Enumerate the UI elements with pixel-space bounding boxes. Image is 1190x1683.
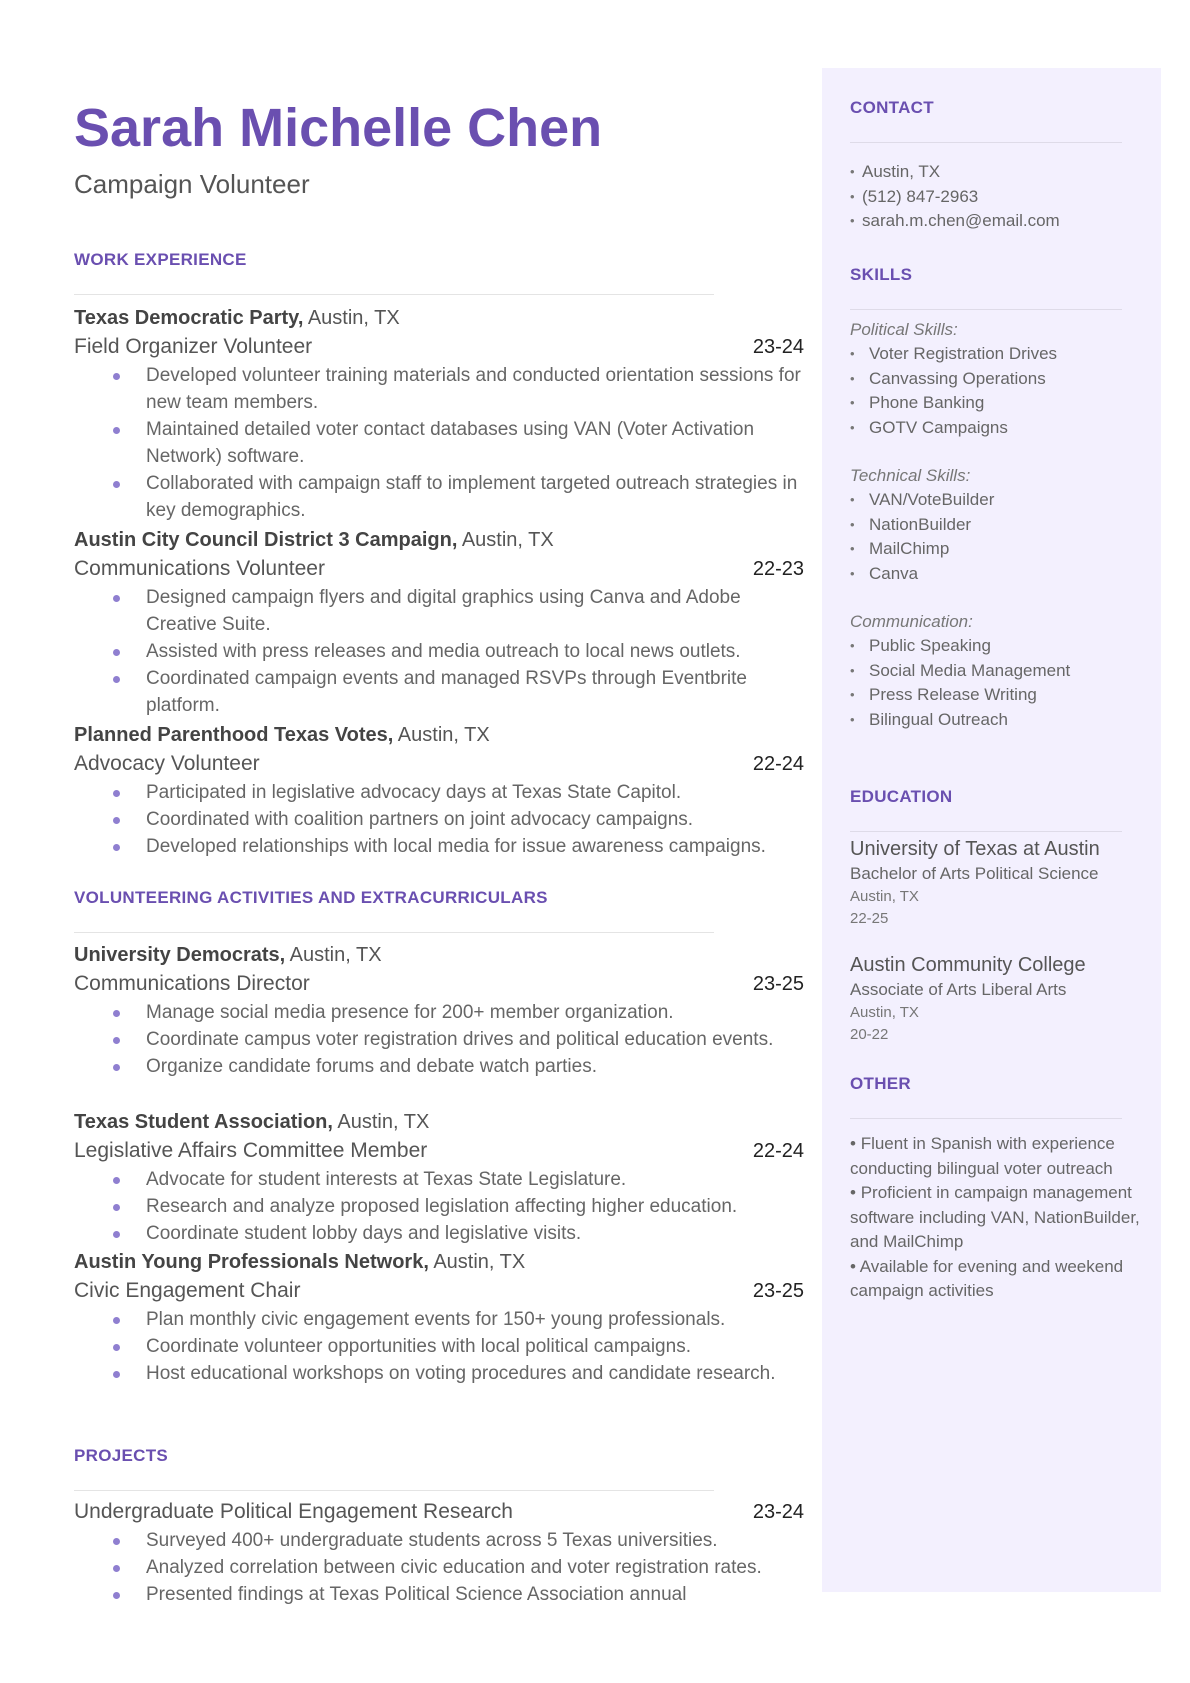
list-item: Manage social media presence for 200+ member organization. [74,999,804,1026]
section-divider [74,1490,714,1491]
entry-location: Austin, TX [433,1251,526,1273]
list-item: Designed campaign flyers and digital graphics using Canva and Adobe Creative Suite. [74,584,804,638]
entry-role-line [74,749,804,779]
section-divider [74,294,714,295]
section-divider [850,1118,1122,1119]
work-entry-3 [74,721,804,860]
entry-org: Texas Democratic Party, [74,307,304,329]
entry-org: Austin Young Professionals Network, [74,1251,429,1273]
edu-degree: Bachelor of Arts Political Science [850,864,1099,883]
list-item: Developed volunteer training materials and conducted orientation sessions for new team members. [74,362,804,416]
job-title: Campaign Volunteer [74,169,310,199]
entry-org-line [74,941,804,969]
entry-role-line [74,1136,804,1166]
entry-dates: 22-23 [752,558,804,580]
list-item: • Public Speaking [850,634,1150,659]
skill-group-label: Technical Skills: [850,466,971,485]
list-item: • NationBuilder [850,513,1150,538]
list-item: Participated in legislative advocacy days at Texas State Capitol. [74,779,804,806]
education-entry-1 [850,836,1150,930]
contact-phone[interactable]: • (512) 847-2963 [850,185,1150,210]
edu-location: Austin, TX [850,1004,919,1021]
entry-role-line [74,332,804,362]
entry-dates: 23-24 [752,336,804,358]
list-item: Coordinate volunteer opportunities with local political campaigns. [74,1333,804,1360]
list-item: Analyzed correlation between civic education and voter registration rates. [74,1554,804,1581]
list-item: Collaborated with campaign staff to implement targeted outreach strategies in key demographics. [74,470,804,524]
list-item: Assisted with press releases and media outreach to local news outlets. [74,638,804,665]
list-item: • Social Media Management [850,659,1150,684]
entry-org-line [74,304,804,332]
list-item: • MailChimp [850,537,1150,562]
education-heading: EDUCATION [850,787,953,806]
list-item: • Bilingual Outreach [850,708,1150,733]
entry-dates: 22-24 [752,753,804,775]
entry-org: University Democrats, [74,944,286,966]
entry-role: Field Organizer Volunteer [74,335,313,358]
list-item: Developed relationships with local media for issue awareness campaigns. [74,833,804,860]
entry-bullets [74,999,804,1080]
list-item: Presented findings at Texas Political Science Association annual [74,1581,804,1608]
list-item: Coordinate student lobby days and legislative visits. [74,1220,804,1247]
entry-role-line [74,554,804,584]
education-entry-2 [850,952,1150,1046]
other-item: • Available for evening and weekend campaign activities [850,1256,1124,1300]
skill-group-label: Communication: [850,612,973,631]
entry-location: Austin, TX [289,944,382,966]
list-item: • GOTV Campaigns [850,416,1150,441]
entry-org: Austin City Council District 3 Campaign, [74,529,458,551]
entry-org-line [74,1248,804,1276]
edu-school: Austin Community College [850,954,1086,976]
entry-role-line [74,1276,804,1306]
entry-location: Austin, TX [461,529,554,551]
skill-group-label: Political Skills: [850,320,958,339]
entry-bullets [74,1306,804,1387]
entry-role: Communications Director [74,972,310,995]
edu-location: Austin, TX [850,888,919,905]
volunteering-heading: VOLUNTEERING ACTIVITIES AND EXTRACURRICULARS [74,888,548,907]
entry-org-line [74,721,804,749]
other-item: • Proficient in campaign management software including VAN, NationBuilder, and MailChimp [850,1183,1140,1251]
volunteer-entry-1 [74,941,804,1080]
edu-school: University of Texas at Austin [850,838,1100,860]
project-entry-1 [74,1497,804,1608]
projects-heading: PROJECTS [74,1446,169,1465]
list-item: Plan monthly civic engagement events for 150+ young professionals. [74,1306,804,1333]
list-item: • VAN/VoteBuilder [850,488,1150,513]
list-item: Maintained detailed voter contact databases using VAN (Voter Activation Network) software. [74,416,804,470]
entry-location: Austin, TX [337,1111,430,1133]
entry-dates: 23-25 [752,973,804,995]
list-item: Coordinated campaign events and managed RSVPs through Eventbrite platform. [74,665,804,719]
entry-dates: 22-24 [752,1140,804,1162]
candidate-name: Sarah Michelle Chen [74,98,603,158]
project-title: Undergraduate Political Engagement Research [74,1500,513,1523]
skills-heading: SKILLS [850,265,913,284]
entry-org-line [74,1108,804,1136]
other-item: • Fluent in Spanish with experience conducting bilingual voter outreach [850,1134,1115,1178]
other-list [850,1132,1150,1304]
entry-role-line [74,969,804,999]
edu-dates: 22-25 [850,910,889,927]
entry-location: Austin, TX [397,724,490,746]
entry-bullets [74,779,804,860]
section-divider [74,932,714,933]
list-item: Coordinate campus voter registration drives and political education events. [74,1026,804,1053]
section-divider [850,309,1122,310]
list-item: • Voter Registration Drives [850,342,1150,367]
list-item: Organize candidate forums and debate watch parties. [74,1053,804,1080]
volunteer-entry-2 [74,1108,804,1247]
section-divider [850,831,1122,832]
list-item: Coordinated with coalition partners on joint advocacy campaigns. [74,806,804,833]
work-experience-heading: WORK EXPERIENCE [74,250,247,269]
entry-role: Civic Engagement Chair [74,1279,301,1302]
list-item: • Canvassing Operations [850,367,1150,392]
entry-bullets [74,362,804,524]
project-bullets [74,1527,804,1608]
entry-bullets [74,1166,804,1247]
list-item: Research and analyze proposed legislation affecting higher education. [74,1193,804,1220]
entry-role: Legislative Affairs Committee Member [74,1139,428,1162]
list-item: Surveyed 400+ undergraduate students across 5 Texas universities. [74,1527,804,1554]
entry-role: Communications Volunteer [74,557,325,580]
entry-org: Texas Student Association, [74,1111,333,1133]
list-item: Host educational workshops on voting procedures and candidate research. [74,1360,804,1387]
contact-heading: CONTACT [850,98,934,117]
entry-bullets [74,584,804,719]
edu-degree: Associate of Arts Liberal Arts [850,980,1067,999]
entry-org: Planned Parenthood Texas Votes, [74,724,394,746]
project-title-line [74,1497,804,1527]
contact-list [850,160,1150,234]
entry-role: Advocacy Volunteer [74,752,260,775]
section-divider [850,142,1122,143]
work-entry-1 [74,304,804,524]
edu-dates: 20-22 [850,1026,889,1043]
other-heading: OTHER [850,1074,911,1093]
contact-email[interactable]: • sarah.m.chen@email.com [850,209,1150,234]
contact-location: • Austin, TX [850,160,1150,185]
list-item: Advocate for student interests at Texas State Legislature. [74,1166,804,1193]
work-entry-2 [74,526,804,719]
list-item: • Canva [850,562,1150,587]
entry-location: Austin, TX [307,307,400,329]
entry-org-line [74,526,804,554]
entry-dates: 23-25 [752,1280,804,1302]
volunteer-entry-3 [74,1248,804,1387]
list-item: • Press Release Writing [850,683,1150,708]
skills-list [850,318,1150,732]
project-dates: 23-24 [752,1501,804,1523]
sidebar [822,68,1161,1592]
list-item: • Phone Banking [850,391,1150,416]
